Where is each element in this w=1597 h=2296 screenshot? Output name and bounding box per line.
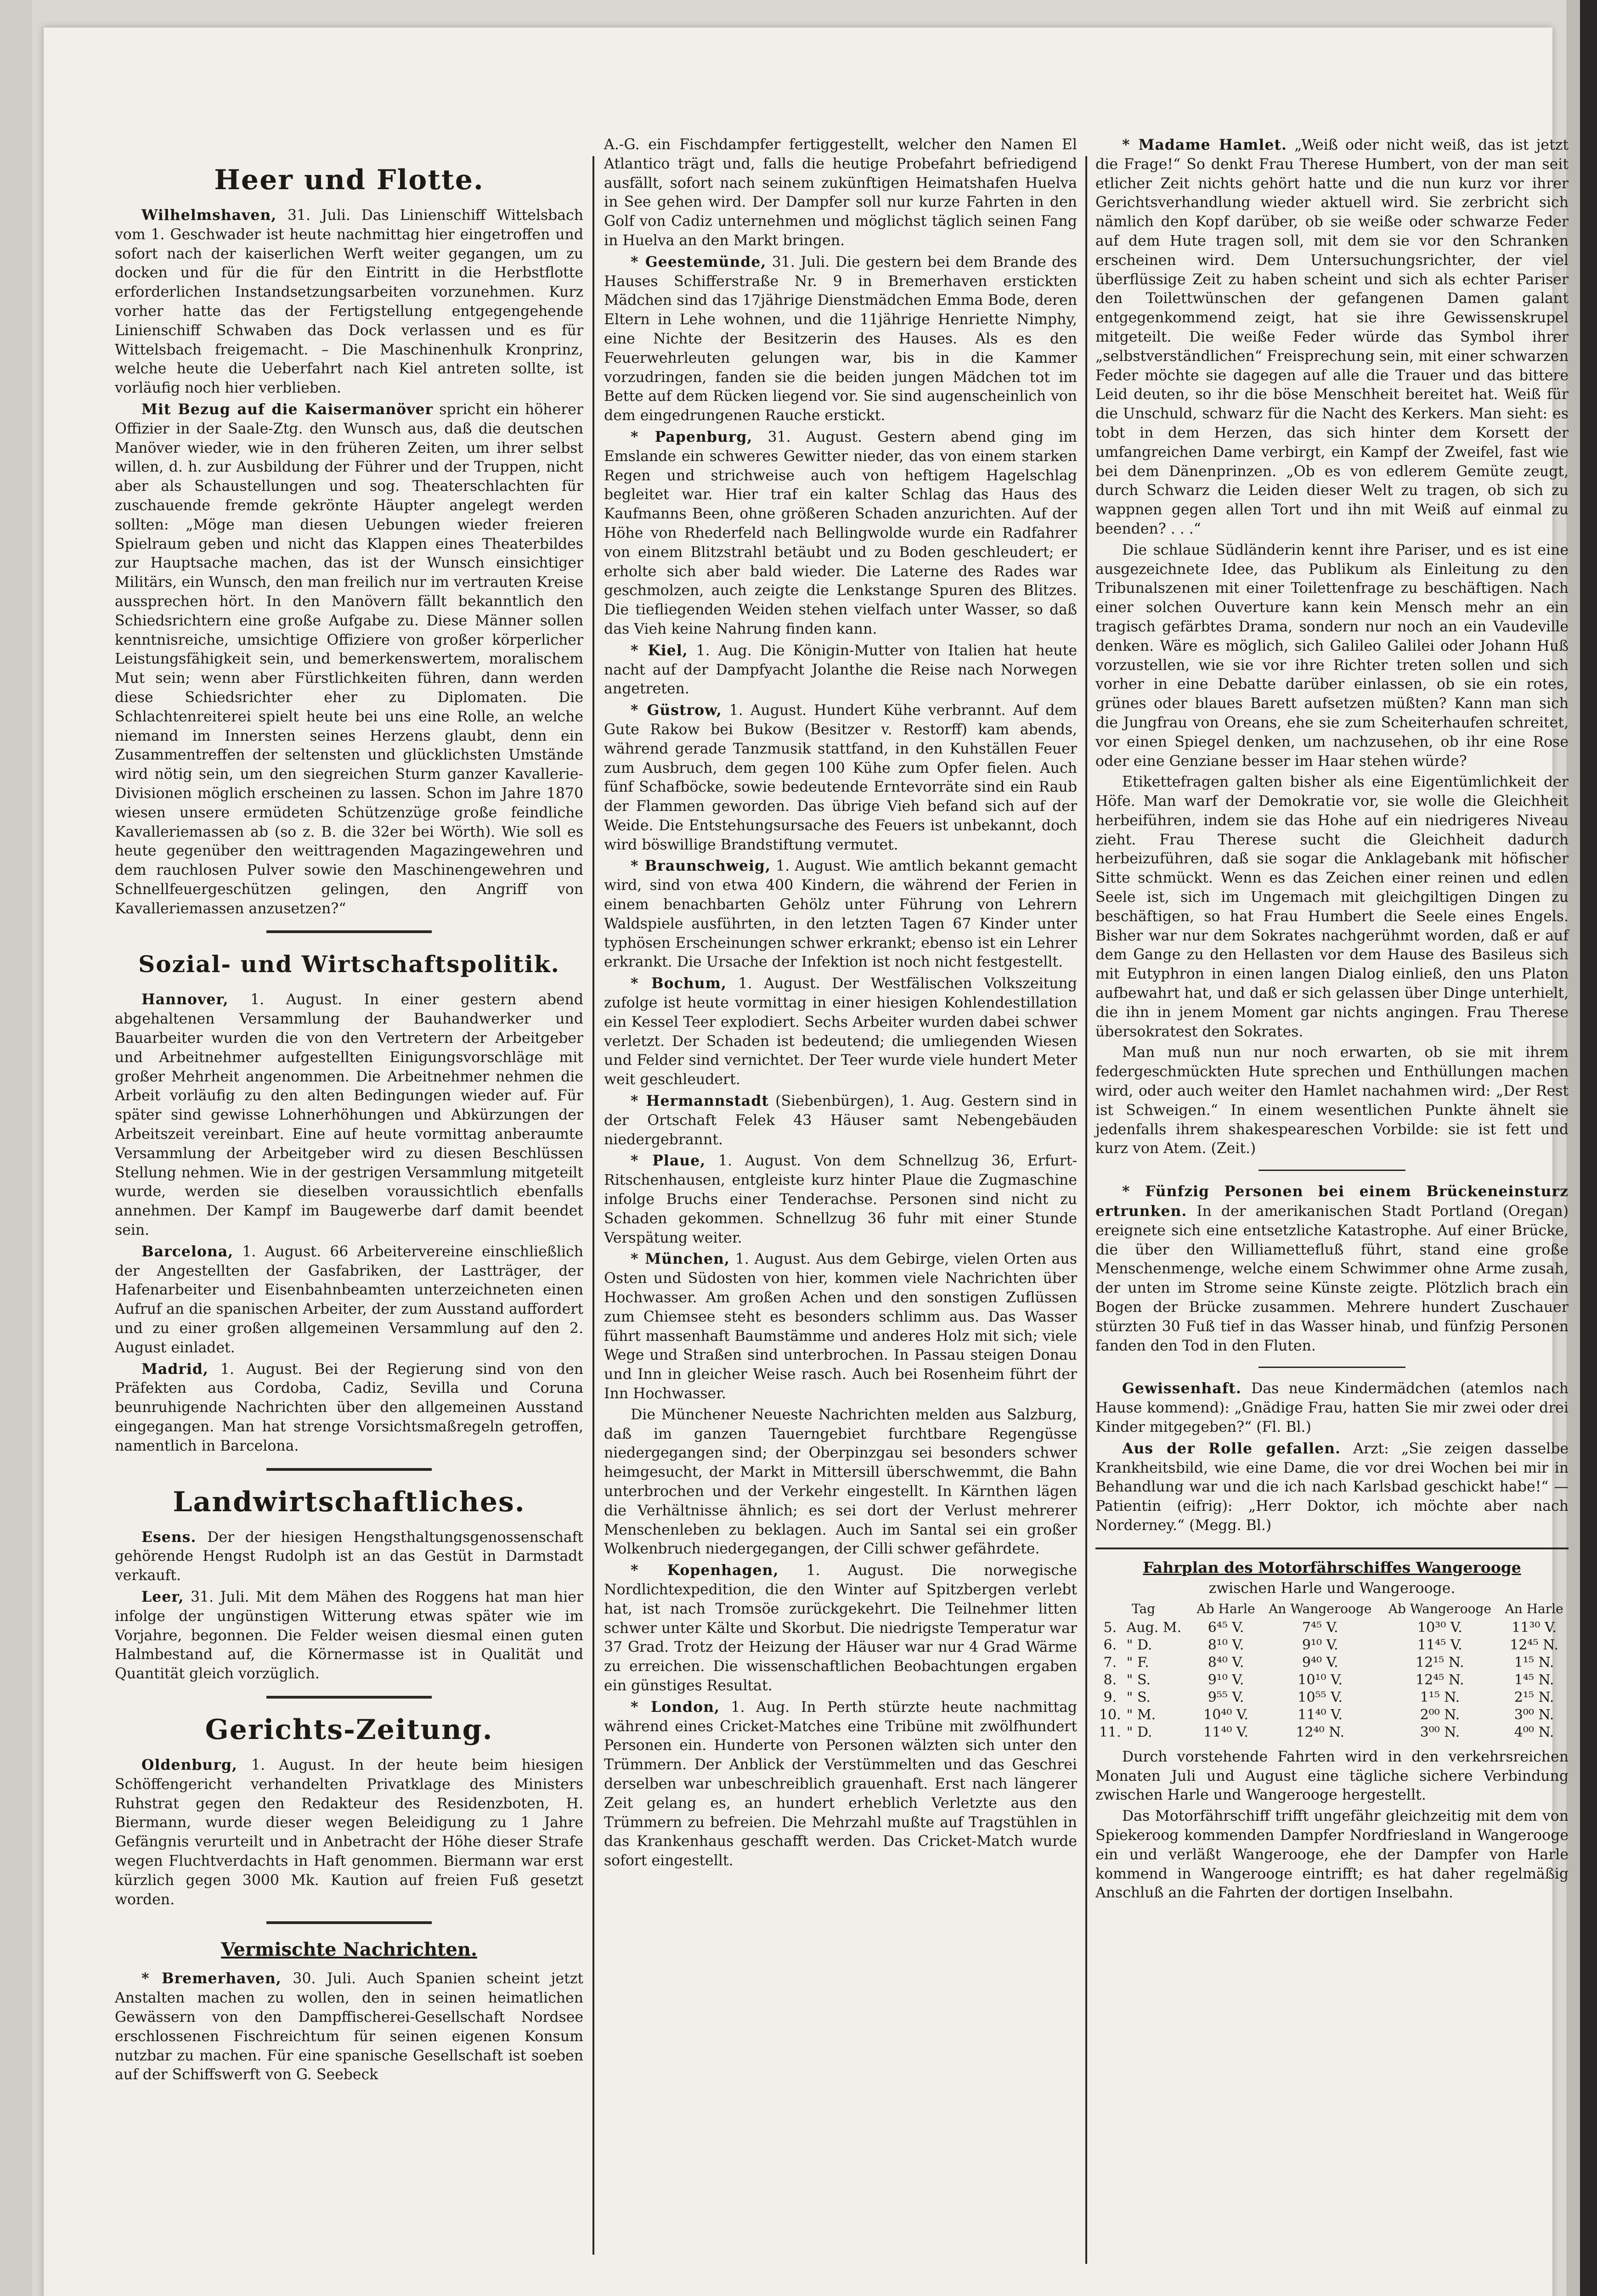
article-separator: [1258, 1170, 1405, 1171]
article-body: 1. August. Hundert Kühe verbrannt. Auf dem Gute Rakow bei Bukow (Besitzer v. Restorff) kam abends, während gerade Tanzmusik stattfand, in den Kuhställen Feuer zum Ausbruch, dem gegen 100 Kühe zum Opfer fielen. Auch fünf Schafböcke, sowie bedeutende Erntevorräte sind ein Raub der Flammen geworden. Das übrige Vieh befand sich auf der Weide. Die Entstehungsursache des Feuers ist unbekannt, doch wird böswillige Brandstiftung vermutet.: [604, 702, 1077, 853]
section-heading-vermischte-nachrichten: Vermischte Nachrichten.: [221, 1939, 477, 1961]
timetable-cell: 12⁴⁵ N.: [1510, 1637, 1558, 1653]
article-hermannstadt: [604, 1092, 1077, 1149]
article-body: 1. August. In einer gestern abend abgehaltenen Versammlung der Bauhandwerker und Bauarbeiter wurden die von den Vertretern der Arbeitgeber und Arbeitnehmer aufgestellten Einigungsvorschläge mit großer Mehrheit angenommen. Die Arbeitnehmer nehmen die Arbeit vorläufig zu den alten Bedingungen wieder auf. Für später sind gewisse Lohnerhöhungen und Abkürzungen der Arbeitszeit vereinbart. Eine auf heute vormittag anberaumte Versammlung der Arbeitgeber wird zu diesen Beschlüssen Stellung nehmen. Wie in der gestrigen Versammlung mitgeteilt wurde, werden sie dieselben voraussichtlich ebenfalls annehmen. Der Kampf im Baugewerbe darf damit beendet sein.: [115, 991, 583, 1239]
article-portland: [1095, 1182, 1569, 1356]
timetable-row: [1095, 1619, 1569, 1637]
dateline: Leer,: [141, 1588, 184, 1605]
article-body: Arzt: „Sie zeigen dasselbe Krankheitsbild, wie eine Dame, die vor drei Wochen bei mir in Behandlung war und die ich nach Karlsbad geschickt habe!“ — Patientin (eifrig): „Herr Doktor, ich möchte aber nach Norderney.“ (Megg. Bl.): [1095, 1440, 1569, 1534]
article-kaisermanoever: [115, 400, 583, 919]
section-heading-landwirtschaftliches: Landwirtschaftliches.: [173, 1486, 525, 1518]
article-separator: [1095, 1548, 1569, 1549]
header-ab-harle: Ab Harle: [1196, 1601, 1255, 1616]
timetable-cell: Aug. M.: [1126, 1619, 1182, 1636]
timetable-cell: 9.: [1103, 1689, 1117, 1705]
article-london: [604, 1698, 1077, 1871]
dateline: * Kiel,: [631, 642, 688, 659]
dateline: Oldenburg,: [141, 1756, 237, 1773]
column-rule: [1085, 156, 1087, 2264]
article-body: 1. August. Von dem Schnellzug 36, Erfurt-Ritschenhausen, entgleiste kurz hinter Plaue die Zugmaschine infolge Bruchs einer Tenderachse. Personen sind nicht zu Schaden gekommen. Schnellzug 36 fuhr mit einer Stunde Verspätung weiter.: [604, 1153, 1077, 1246]
article-madame-hamlet: [1095, 135, 1569, 539]
article-hannover: [115, 990, 583, 1240]
timetable-row: [1095, 1637, 1569, 1654]
article-leer: [115, 1587, 583, 1684]
header-an-wangerooge: An Wangerooge: [1269, 1601, 1372, 1616]
timetable-cell: 11⁴⁰ V.: [1203, 1724, 1248, 1740]
article-body: 30. Juli. Auch Spanien scheint jetzt Anstalten machen zu wollen, den in seinen heimatlichen Gewässern von den Dampffischerei-Gesellschaft Nordsee erschlossenen Fischreichtum für seinen eigenen Konsum nutzbar zu machen. Für eine spanische Gesellschaft ist soeben auf der Schiffswerft von G. Seebeck: [115, 1970, 584, 2083]
timetable-row: [1095, 1724, 1569, 1741]
article-papenburg: [604, 428, 1077, 639]
section-heading-gerichts-zeitung: Gerichts-Zeitung.: [205, 1713, 493, 1746]
joke-gewissenhaft: [1095, 1379, 1569, 1437]
article-body: 31. August. Gestern abend ging im Emslande ein schweres Gewitter nieder, das von einem starken Regen und strichweise auch von heftigem Hagelschlag begleitet war. Hier traf ein kalter Schlag das Haus des Kaufmanns Been, ohne größeren Schaden anzurichten. Auf der Höhe von Rhederfeld nach Bellingwolde wurde ein Radfahrer von einem Blitzstrahl betäubt und zu Boden geschleudert; er erholte sich aber bald wieder. Die Laterne des Rades war geschmolzen, auch zeigte die Lenkstange Spuren des Blitzes. Die tiefliegenden Weiden stehen vielfach unter Wasser, so daß das Vieh keine Nahrung finden kann.: [604, 428, 1077, 637]
timetable-row: [1095, 1706, 1569, 1724]
timetable-row: [1095, 1654, 1569, 1671]
timetable-cell: 9¹⁰ V.: [1302, 1637, 1338, 1653]
timetable-cell: 8.: [1103, 1671, 1117, 1688]
dateline: * München,: [631, 1250, 730, 1268]
timetable-cell: 10.: [1099, 1706, 1121, 1723]
timetable-cell: 3⁰⁰ N.: [1420, 1724, 1460, 1740]
article-body: (Siebenbürgen), 1. Aug. Gestern sind in der Ortschaft Felek 43 Häuser samt Nebengebäuden niedergebrannt.: [604, 1093, 1077, 1148]
timetable-cell: 11.: [1099, 1724, 1121, 1740]
timetable-cell: 6.: [1103, 1637, 1117, 1653]
section-separator: [266, 1921, 432, 1924]
article-bremerhaven-continued: A.-G. ein Fischdampfer fertiggestellt, welcher den Namen El Atlantico trägt und, falls die heutige Probefahrt befriedigend ausfällt, sofort nach seinem zukünftigen Heimatshafen Huelva in See gehen wird. Der Dampfer soll nur kurze Fahrten in den Golf von Cadiz unternehmen und möglichst täglich seinen Fang in Huelva an den Markt bringen.: [604, 136, 1077, 249]
article-title: Gewissenhaft.: [1122, 1380, 1241, 1397]
timetable-cell: 8¹⁰ V.: [1208, 1637, 1244, 1653]
timetable-note: Das Motorfährschiff trifft ungefähr gleichzeitig mit dem von Spiekeroog kommenden Dampfer Nordfriesland in Wangerooge ein und verläßt Wangerooge, ehe der Dampfer von Harle kommend in Wangerooge eintrifft; es hat daher regelmäßig Anschluß an die Fahrten der dortigen Inselbahn.: [1095, 1808, 1569, 1902]
article-body: 1. August. Die norwegische Nordlichtexpedition, die den Winter auf Spitzbergen verlebt hat, ist nach Tromsöe zurückgekehrt. Die Teilnehmer litten schwer unter Kälte und Skorbut. Die niedrigste Temperatur war 37 Grad. Trotz der Heizung der Häuser war nur 4 Grad Wärme zu erreichen. Die wissenschaftlichen Beobachtungen ergaben ein günstiges Resultat.: [604, 1562, 1077, 1694]
dateline: Mit Bezug auf die Kaisermanöver: [141, 400, 434, 418]
article-bremerhaven: [115, 1969, 583, 2085]
dateline: Barcelona,: [141, 1243, 234, 1260]
article-geestemuende: [604, 253, 1077, 426]
article-paragraph: Die schlaue Südländerin kennt ihre Pariser, und es ist eine ausgezeichnete Idee, das Publikum als Einleitung zu den Tribunalszenen mit einer Toilettenfrage zu beschäftigen. Nach einer solchen Ouverture kann kein Mensch mehr an ein tragisch gefärbtes Drama, sondern nur noch an ein Vaudeville denken. Wäre es möglich, sich Galileo Galilei oder Johann Huß vorzustellen, wie sie vor ihre Richter treten sollen und sich vorher in eine Debatte darüber einlassen, ob sie ein rotes, grünes oder blaues Barett aufsetzen müßten? Kann man sich die Jungfrau von Oreans, ehe sie zum Scheiterhaufen schreitet, vor einen Spiegel denken, um nachzusehen, ob ihr eine Rose oder eine Genziane besser im Haar stehen würde?: [1095, 541, 1569, 770]
dateline: * London,: [631, 1698, 720, 1716]
dateline: * Geestemünde,: [631, 253, 767, 270]
article-oldenburg: [115, 1756, 583, 1909]
article-paragraph: Etikettefragen galten bisher als eine Eigentümlichkeit der Höfe. Man warf der Demokratie vor, sie wolle die Gleichheit herbeiführen, indem sie das Hohe auf ein niedrigeres Niveau zieht. Frau Therese sucht die Gleichheit dadurch herbeizuführen, daß sie sogar die Anklagebank mit höfischer Sitte schmückt. Wenn es das Zeichen einer reinen und edlen Seele ist, sich im Ungemach mit gleichgiltigen Dingen zu beschäftigen, so hat Frau Humbert die Seele eines Engels. Bisher war nur dem Sokrates nachgerühmt worden, daß er auf dem Gange zu den Hellasten vor dem Hause des Basileus sich mit Eutyphron in einen langen Dialog einließ, den uns Platon aufbewahrt hat, und daß er sich gelassen über Dinge unterhielt, die ihn in jenem Moment gar nichts angingen. Frau Therese übersokratest den Sokrates.: [1095, 774, 1569, 1040]
article-body: 1. August. Aus dem Gebirge, vielen Orten aus Osten und Südosten von hier, kommen viele Nachrichten über Hochwasser. Am großen Achen und den sonstigen Zuflüssen zum Chiemsee steht es besonders schlimm aus. Das Wasser führt massenhaft Baumstämme und anderes Holz mit sich; viele Wege und Straßen sind unterbrochen. In Passau steigen Donau und Inn in gleicher Weise rasch. Auch bei Rosenheim führt der Inn Hochwasser.: [604, 1251, 1078, 1402]
timetable-subtitle: zwischen Harle und Wangerooge.: [1208, 1580, 1456, 1597]
timetable-row: [1095, 1689, 1569, 1706]
timetable-cell: " S.: [1126, 1689, 1151, 1705]
timetable-cell: 9¹⁰ V.: [1208, 1671, 1244, 1688]
article-wilhelmshaven: [115, 206, 583, 398]
article-body: 1. Aug. In Perth stürzte heute nachmittag während eines Cricket-Matches eine Tribüne mit zwölfhundert Personen ein. Hunderte von Personen wälzten sich unter den Trümmern. Der Anblick der Verstümmelten und das Geschrei derselben war unbeschreiblich grauenhaft. Erst nach längerer Zeit gelang es, an hundert erheblich Verletzte aus den Trümmern zu befreien. Die Mehrzahl mußte auf Tragstühlen in das Krankenhaus geschafft werden. Das Cricket-Match wurde sofort eingestellt.: [604, 1699, 1078, 1869]
timetable-cell: 12¹⁵ N.: [1416, 1654, 1464, 1671]
article-body: 1. August. In der heute beim hiesigen Schöffengericht verhandelten Privatklage des Ministers Ruhstrat gegen den Redakteur des Residenzboten, H. Biermann, wurde dieser wegen Beleidigung zu 1 Jahre Gefängnis verurteilt und in Anbetracht der Höhe dieser Strafe wegen Fluchtverdachts in Haft genommen. Biermann war erst kürzlich gegen 3000 Mk. Kaution auf freien Fuß gesetzt worden.: [115, 1756, 583, 1908]
dateline: Esens.: [141, 1528, 197, 1546]
timetable-cell: 10¹⁰ V.: [1298, 1671, 1343, 1688]
article-braunschweig: [604, 856, 1077, 972]
timetable-cell: " D.: [1126, 1637, 1152, 1653]
timetable-cell: 10⁵⁵ V.: [1298, 1689, 1343, 1705]
dateline: * Bremerhaven,: [141, 1970, 282, 1987]
timetable-body: [1095, 1619, 1569, 1741]
timetable-cell: " M.: [1126, 1706, 1156, 1723]
timetable-title: Fahrplan des Motorfährschiffes Wangerooge: [1143, 1558, 1521, 1576]
article-body: 1. August. Wie amtlich bekannt gemacht wird, sind von etwa 400 Kindern, die während der Ferien in einem benachbarten Gehölz unter Führung von Lehrern Waldspiele ausführten, in den letzten Tagen 67 Kinder unter typhösen Erscheinungen schwer erkrankt; ebenso ist ein Lehrer erkrankt. Die Ursache der Infektion ist noch nicht festgestellt.: [604, 858, 1077, 971]
section-separator: [266, 1468, 432, 1471]
ferry-timetable: [1095, 1602, 1569, 1741]
header-tag: Tag: [1132, 1601, 1156, 1616]
article-muenchen: [604, 1249, 1077, 1403]
section-separator: [266, 930, 432, 933]
header-an-harle: An Harle: [1505, 1601, 1563, 1616]
column-2: [604, 135, 1077, 1873]
adjacent-page-strip: [1580, 0, 1597, 2296]
joke-aus-der-rolle: [1095, 1439, 1569, 1536]
article-madrid: [115, 1360, 583, 1456]
section-separator: [266, 1696, 432, 1699]
article-kiel: [604, 641, 1077, 699]
column-3: [1095, 135, 1569, 1905]
timetable-cell: " S.: [1126, 1671, 1151, 1688]
dateline: * Braunschweig,: [631, 857, 771, 875]
article-esens: [115, 1528, 583, 1586]
timetable-cell: 7⁴⁵ V.: [1302, 1619, 1338, 1636]
header-ab-wangerooge: Ab Wangerooge: [1388, 1601, 1491, 1616]
timetable-cell: 1¹⁵ N.: [1420, 1689, 1460, 1705]
article-body: 1. August. Bei der Regierung sind von den Präfekten aus Cordoba, Cadiz, Sevilla und Coruna beunruhigende Nachrichten über den allgemeinen Ausstand eingegangen. Man hat strenge Vorsichtsmaßregeln getroffen, namentlich in Barcelona.: [115, 1361, 583, 1454]
article-kopenhagen: [604, 1561, 1077, 1696]
timetable-header-row: [1095, 1602, 1569, 1619]
article-salzburg: Die Münchener Neueste Nachrichten melden aus Salzburg, daß im ganzen Tauerngebiet furchtbare Regengüsse niedergegangen sind; der Oberpinzgau sei besonders schwer heimgesucht, der Markt in Mittersill überschwemmt, die Bahn unterbrochen und der Verkehr eingestellt. In Kärnthen lägen die Verhältnisse ähnlich; es sei dort der Verlust mehrerer Menschenleben zu beklagen. Auch im Santal sei ein großer Wolkenbruch niedergegangen, der Cilli schwer gefährdete.: [604, 1406, 1077, 1558]
timetable-cell: 7.: [1103, 1654, 1117, 1671]
article-body: spricht ein höherer Offizier in der Saale-Ztg. den Wunsch aus, daß die deutschen Manöver wieder, wie in den früheren Zeiten, um ihrer selbst willen, d. h. zur Ausbildung der Führer und der Truppen, nicht aber als Schaustellungen und sog. Theaterschlachten für zuschauende fremde gekrönte Häupter angelegt werden sollten: „Möge man diesen Uebungen wieder freieren Spielraum geben und nicht das Klappen eines Theaterbildes zur Hauptsache machen, das ist der Wunsch einsichtiger Militärs, ein Wunsch, den man freilich nur im vertrauten Kreise aussprechen hört. In den Manövern fällt bekanntlich den Schiedsrichtern eine große Aufgabe zu. Diese Männer sollen kenntnisreiche, umsichtige Offiziere von großer körperlicher Leistungsfähigkeit sein, und bemerkenswertem, moralischem Mut sein; wenn aber Fürstlichkeiten führen, dann werden diese Schiedsrichter eher zu Diplomaten. Die Schlachtenreiterei spielt heute bei uns eine Rolle, an welche niemand im Innersten seines Herzens glaubt, denn ein Zusammentreffen der seltensten und glücklichsten Umstände wird nötig sein, um den siegreichen Sturm ganzer Kavallerie-Divisionen möglich erscheinen zu lassen. Schon im Jahre 1870 wiesen unsere ermüdeten Schützenzüge große feindliche Kavalleriemassen ab (so z. B. die 32er bei Wörth). Wie soll es heute gegenüber den weittragenden Magazingewehren und dem rauchlosen Pulver sowie den Maschinengewehren und Schnellfeuergeschützen gelingen, den Angriff von Kavalleriemassen anzusetzen?“: [115, 401, 583, 917]
article-body: Der der hiesigen Hengsthaltungsgenossenschaft gehörende Hengst Rudolph ist an das Gestüt in Darmstadt verkauft.: [115, 1529, 583, 1584]
timetable-cell: 10⁴⁰ V.: [1203, 1706, 1248, 1723]
timetable-row: [1095, 1671, 1569, 1689]
timetable-cell: 9⁵⁵ V.: [1208, 1689, 1244, 1705]
article-title: * Fünfzig Personen bei einem Brückeneinsturz ertrunken.: [1095, 1183, 1569, 1220]
timetable-cell: 10³⁰ V.: [1417, 1619, 1462, 1636]
article-body: 1. August. 66 Arbeitervereine einschließlich der Angestellten der Gasfabriken, der Lastträger, der Hafenarbeiter und Eisenbahnbeamten unterzeichneten einen Aufruf an die spanischen Arbeiter, der zum Ausstand auffordert und zu einer großen allgemeinen Versammlung auf den 2. August einladet.: [115, 1243, 583, 1356]
timetable-cell: 11³⁰ V.: [1512, 1619, 1557, 1636]
timetable-cell: 11⁴⁰ V.: [1298, 1706, 1343, 1723]
article-plaue: [604, 1151, 1077, 1248]
timetable-cell: 1¹⁵ N.: [1514, 1654, 1554, 1671]
article-paragraph: Man muß nun nur noch erwarten, ob sie mit ihrem federgeschmückten Hute sprechen und Enthüllungen machen wird, oder auch weiter den Hamlet nachahmen wird: „Der Rest ist Schweigen.“ In einem wesentlichen Punkte ähnelt sie jedenfalls ihrem shakespeareschen Vorbilde: sie ist fett und kurz von Atem. (Zeit.): [1095, 1044, 1569, 1157]
section-heading-sozial-wirtschaft: Sozial- und Wirtschaftspolitik.: [138, 951, 560, 978]
timetable-cell: 11⁴⁵ V.: [1417, 1637, 1462, 1653]
timetable-cell: 2⁰⁰ N.: [1420, 1706, 1460, 1723]
timetable-cell: 9⁴⁰ V.: [1302, 1654, 1338, 1671]
timetable-cell: 5.: [1103, 1619, 1117, 1636]
dateline: * Hermannstadt: [631, 1092, 769, 1110]
timetable-cell: 2¹⁵ N.: [1514, 1689, 1554, 1705]
dateline: Madrid,: [141, 1360, 209, 1378]
timetable-cell: " F.: [1126, 1654, 1149, 1671]
dateline: * Papenburg,: [631, 428, 753, 445]
article-guestrow: [604, 701, 1077, 855]
column-rule: [593, 156, 594, 2255]
timetable-cell: 12⁴⁵ N.: [1416, 1671, 1464, 1688]
article-title: Aus der Rolle gefallen.: [1122, 1440, 1341, 1457]
article-body: 31. Juli. Das Linienschiff Wittelsbach vom 1. Geschwader ist heute nachmittag hier eingetroffen und sofort nach der kaiserlichen Werft weiter gegangen, um zu docken und für die für den Eintritt in die Herbstflotte erforderlichen Instandsetzungsarbeiten vorzunehmen. Kurz vorher hatte das der Fertigstellung entgegengehende Linienschiff Schwaben das Dock verlassen und es für Wittelsbach freigemacht. – Die Maschinenhulk Kronprinz, welche heute die Ueberfahrt nach Kiel antreten sollte, ist vorläufig noch hier verblieben.: [115, 207, 583, 397]
scan-margin-left: [0, 0, 32, 2296]
article-barcelona: [115, 1242, 583, 1358]
article-title: * Madame Hamlet.: [1122, 136, 1287, 153]
article-body: 31. Juli. Mit dem Mähen des Roggens hat man hier infolge der ungünstigen Witterung etwas später wie im Vorjahre, begonnen. Die Felder weisen diesmal einen guten Halmbestand auf, die Körnermasse ist in Qualität und Quantität gleich vorzüglich.: [115, 1589, 583, 1683]
article-body: Das neue Kindermädchen (atemlos nach Hause kommend): „Gnädige Frau, hatten Sie mir zwei oder drei Kinder mitgegeben?“ (Fl. Bl.): [1095, 1380, 1569, 1435]
article-body: 1. August. Der Westfälischen Volkszeitung zufolge ist heute vormittag in einer hiesigen Kohlendestillation ein Kessel Teer explodiert. Sechs Arbeiter wurden dabei schwer verletzt. Der Schaden ist bedeutend; die umliegenden Wiesen und Felder sind vernichtet. Der Teer wurde viele hundert Meter weit geschleudert.: [604, 975, 1078, 1088]
newspaper-page: [44, 28, 1569, 2296]
dateline: Wilhelmshaven,: [141, 207, 277, 224]
scan-margin-right: [1566, 0, 1597, 2296]
column-1: [115, 133, 583, 2087]
dateline: * Kopenhagen,: [631, 1562, 779, 1579]
timetable-cell: 12⁴⁰ N.: [1296, 1724, 1345, 1740]
timetable-cell: 1⁴⁵ N.: [1514, 1671, 1554, 1688]
timetable-note: Durch vorstehende Fahrten wird in den verkehrsreichen Monaten Juli und August eine tägliche sichere Verbindung zwischen Harle und Wangerooge hergestellt.: [1095, 1748, 1569, 1804]
article-body: 1. Aug. Die Königin-Mutter von Italien hat heute nacht auf der Dampfyacht Jolanthe die Reise nach Norwegen angetreten.: [604, 642, 1077, 698]
timetable-cell: 3⁰⁰ N.: [1514, 1706, 1554, 1723]
article-body: „Weiß oder nicht weiß, das ist jetzt die Frage!“ So denkt Frau Therese Humbert, von der man seit etlicher Zeit nichts gehört hatte und die nun kurz vor ihrer Gerichtsverhandlung wieder aktuell wird. Sie zerbricht sich nämlich den Kopf darüber, ob sie weiße oder schwarze Feder auf dem Hute tragen soll, mit dem sie vor den Schranken erscheinen wird. Dem Untersuchungsrichter, der viel überflüssige Zeit zu haben scheint und sich als echter Pariser den Toilettwünschen der gefangenen Damen galant entgegenkommend zeigt, hat sie ihre Gewissenskrupel mitgeteilt. Die weiße Feder würde das Symbol ihrer „selbstverständlichen“ Freisprechung sein, mit einer schwarzen Feder möchte sie dagegen auf alle die Trauer und das bittere Leid deuten, so ihr die böse Menschheit bereitet hat. Weiß für die Unschuld, schwarz für die Nacht des Kerkers. Man sieht: es tobt in dem Herzen, das sich hinter dem Korsett der umfangreichen Dame verbirgt, ein Kampf der Zweifel, fast wie bei dem Dänenprinzen. „Ob es von edlerem Gemüte zeugt, durch Schwarz die Leiden dieser Welt zu tragen, ob sich zu wappnen gegen allen Tort und ihn mit Weiß auf einmal zu beenden? . . .“: [1095, 137, 1569, 537]
article-bochum: [604, 974, 1077, 1090]
dateline: * Plaue,: [631, 1152, 706, 1170]
article-separator: [1258, 1367, 1405, 1368]
section-heading-heer-und-flotte: Heer und Flotte.: [214, 164, 484, 196]
dateline: * Bochum,: [631, 975, 727, 992]
timetable-cell: " D.: [1126, 1724, 1152, 1740]
dateline: * Güstrow,: [631, 702, 722, 719]
article-body: 31. Juli. Die gestern bei dem Brande des Hauses Schifferstraße Nr. 9 in Bremerhaven erstickten Mädchen sind das 17jährige Dienstmädchen Emma Bode, deren Eltern in Lehe wohnen, und die 11jährige Henriette Nimphy, eine Nichte der Besitzerin des Hauses. Als es den Feuerwehrleuten gelungen war, bis in die Kammer vorzudringen, fanden sie die beiden jungen Mädchen tot im Bette auf dem Rücken liegend vor. Sie sind augenscheinlich von dem eingedrungenen Rauche erstickt.: [604, 253, 1077, 424]
dateline: Hannover,: [141, 991, 229, 1008]
article-body: In der amerikanischen Stadt Portland (Oregan) ereignete sich eine entsetzliche Katastrophe. Auf einer Brücke, die über den Williamettefluß führt, stand eine große Menschenmenge, welche einem Schwimmer ohne Arme zusah, der unten im Strome seine Künste zeigte. Plötzlich brach ein Bogen der Brücke zusammen. Mehrere hundert Zuschauer stürzten 30 Fuß tief in das Wasser hinab, und fünfzig Personen fanden den Tod in den Fluten.: [1095, 1203, 1569, 1354]
timetable-cell: 4⁰⁰ N.: [1514, 1724, 1554, 1740]
timetable-cell: 8⁴⁰ V.: [1208, 1654, 1244, 1671]
timetable-cell: 6⁴⁵ V.: [1208, 1619, 1244, 1636]
